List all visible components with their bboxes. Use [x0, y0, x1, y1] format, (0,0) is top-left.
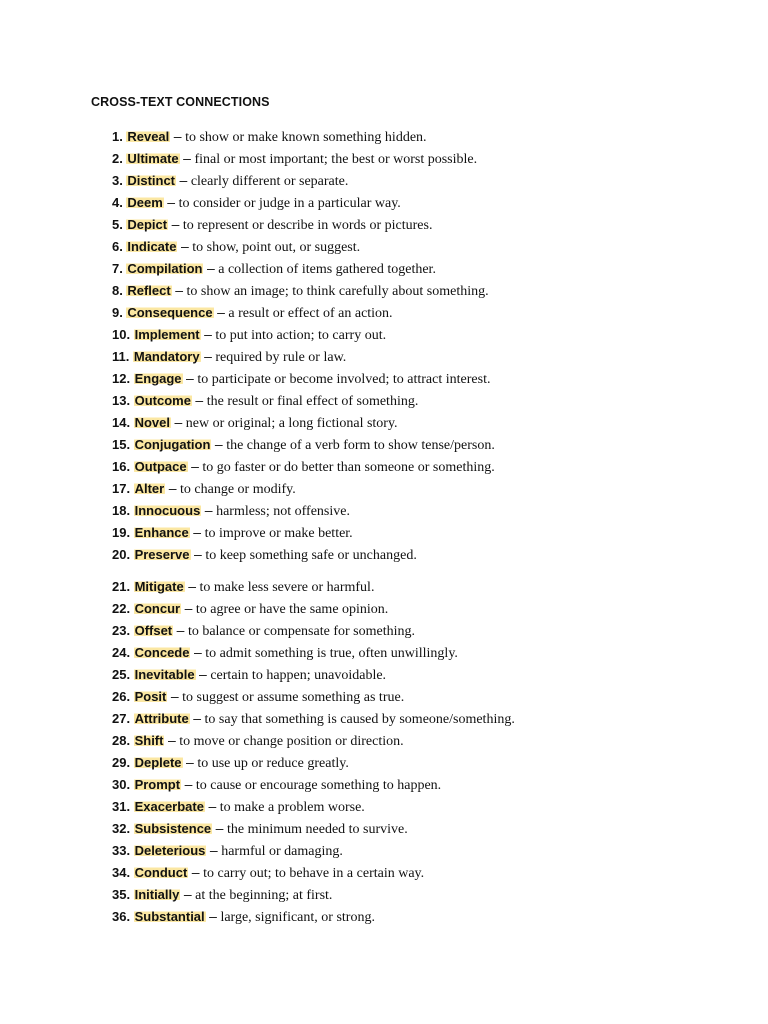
- list-item: [112, 125, 515, 147]
- item-number: 17.: [112, 481, 131, 496]
- vocab-term: Exacerbate: [134, 799, 204, 814]
- list-item: [112, 883, 515, 905]
- item-number: 20.: [112, 547, 131, 562]
- list-item: [112, 389, 515, 411]
- dash-separator: –: [184, 776, 193, 792]
- dash-separator: –: [186, 370, 194, 386]
- vocab-term: Shift: [134, 733, 164, 748]
- definition: the change of a verb form to show tense/person.: [226, 438, 495, 453]
- definition: the minimum needed to survive.: [226, 822, 408, 837]
- list-item: [112, 521, 515, 543]
- vocab-term: Depict: [127, 217, 168, 232]
- list-item: [112, 619, 515, 641]
- list-item: [112, 707, 515, 729]
- definition: to go faster or do better than someone or something.: [202, 460, 495, 475]
- dash-separator: –: [204, 348, 212, 364]
- definition: to make a problem worse.: [219, 800, 365, 815]
- vocab-term: Reflect: [127, 283, 171, 298]
- list-item: [112, 663, 515, 685]
- vocab-term: Outcome: [134, 393, 191, 408]
- item-number: 9.: [112, 305, 123, 320]
- list-item: [112, 795, 515, 817]
- vocab-term: Ultimate: [127, 151, 179, 166]
- dash-separator: –: [195, 392, 204, 408]
- item-number: 21.: [112, 579, 131, 594]
- definition: at the beginning; at first.: [195, 888, 333, 903]
- item-number: 19.: [112, 525, 131, 540]
- dash-separator: –: [179, 172, 188, 188]
- dash-separator: –: [173, 128, 182, 144]
- dash-separator: –: [209, 842, 218, 858]
- definition: to keep something safe or unchanged.: [205, 548, 417, 563]
- list-item: [112, 839, 515, 861]
- vocab-term: Outpace: [134, 459, 187, 474]
- item-number: 8.: [112, 283, 123, 298]
- definition: large, significant, or strong.: [220, 910, 375, 925]
- item-number: 22.: [112, 601, 131, 616]
- vocab-term: Distinct: [127, 173, 176, 188]
- definition: to cause or encourage something to happen.: [195, 778, 442, 793]
- dash-separator: –: [175, 282, 183, 298]
- definition: harmful or damaging.: [221, 844, 343, 859]
- vocab-term: Engage: [134, 371, 182, 386]
- definition: a collection of items gathered together.: [218, 262, 436, 277]
- vocabulary-list: [112, 125, 515, 927]
- definition: the result or final effect of something.: [206, 394, 419, 409]
- item-number: 6.: [112, 239, 123, 254]
- dash-separator: –: [217, 304, 225, 320]
- item-number: 32.: [112, 821, 131, 836]
- definition: to consider or judge in a particular way.: [178, 196, 401, 211]
- item-number: 34.: [112, 865, 131, 880]
- list-item: [112, 191, 515, 213]
- dash-separator: –: [183, 150, 191, 166]
- dash-separator: –: [209, 908, 217, 924]
- item-number: 36.: [112, 909, 131, 924]
- definition: to improve or make better.: [204, 526, 353, 541]
- dash-separator: –: [167, 194, 176, 210]
- dash-separator: –: [193, 524, 202, 540]
- dash-separator: –: [176, 622, 185, 638]
- item-number: 16.: [112, 459, 131, 474]
- vocab-term: Deplete: [134, 755, 182, 770]
- item-number: 5.: [112, 217, 123, 232]
- vocab-term: Mitigate: [134, 579, 184, 594]
- vocab-term: Deem: [127, 195, 163, 210]
- vocab-term: Consequence: [127, 305, 213, 320]
- definition: to agree or have the same opinion.: [195, 602, 389, 617]
- definition: to show or make known something hidden.: [185, 130, 427, 145]
- definition: to change or modify.: [180, 482, 296, 497]
- item-number: 31.: [112, 799, 131, 814]
- list-item: [112, 685, 515, 707]
- list-item: [112, 905, 515, 927]
- item-number: 30.: [112, 777, 131, 792]
- vocab-term: Implement: [134, 327, 200, 342]
- list-item: [112, 213, 515, 235]
- vocab-term: Conduct: [134, 865, 188, 880]
- definition: to admit something is true, often unwillingly.: [205, 646, 458, 661]
- definition: to say that something is caused by someone/something.: [204, 712, 515, 727]
- item-number: 24.: [112, 645, 131, 660]
- list-item: [112, 477, 515, 499]
- list-item: [112, 345, 515, 367]
- item-number: 14.: [112, 415, 131, 430]
- list-item: [112, 257, 515, 279]
- definition: certain to happen; unavoidable.: [210, 668, 387, 683]
- vocab-term: Subsistence: [134, 821, 212, 836]
- vocab-term: Concur: [134, 601, 181, 616]
- item-number: 4.: [112, 195, 123, 210]
- list-item: [112, 575, 515, 597]
- list-item: [112, 235, 515, 257]
- item-number: 12.: [112, 371, 131, 386]
- definition: a result or effect of an action.: [228, 306, 393, 321]
- item-number: 13.: [112, 393, 131, 408]
- list-item: [112, 597, 515, 619]
- list-item: [112, 641, 515, 663]
- vocab-term: Mandatory: [133, 349, 200, 364]
- dash-separator: –: [204, 502, 213, 518]
- vocab-term: Compilation: [127, 261, 203, 276]
- list-item: [112, 543, 515, 565]
- definition: to suggest or assume something as true.: [182, 690, 405, 705]
- vocab-term: Initially: [134, 887, 180, 902]
- list-item: [112, 751, 515, 773]
- item-number: 33.: [112, 843, 131, 858]
- dash-separator: –: [214, 436, 223, 452]
- list-item: [112, 729, 515, 751]
- item-number: 15.: [112, 437, 131, 452]
- item-number: 28.: [112, 733, 131, 748]
- dash-separator: –: [167, 732, 176, 748]
- vocab-term: Deleterious: [134, 843, 206, 858]
- vocab-term: Prompt: [134, 777, 181, 792]
- item-number: 26.: [112, 689, 131, 704]
- vocab-term: Indicate: [127, 239, 177, 254]
- dash-separator: –: [174, 414, 183, 430]
- definition: to participate or become involved; to attract interest.: [197, 372, 491, 387]
- dash-separator: –: [168, 480, 177, 496]
- dash-separator: –: [193, 644, 202, 660]
- list-item: [112, 499, 515, 521]
- dash-separator: –: [170, 688, 179, 704]
- dash-separator: –: [184, 600, 193, 616]
- definition: required by rule or law.: [215, 350, 347, 365]
- item-number: 25.: [112, 667, 131, 682]
- definition: to carry out; to behave in a certain way.: [203, 866, 425, 881]
- vocab-term: Innocuous: [134, 503, 201, 518]
- definition: to put into action; to carry out.: [215, 328, 387, 343]
- vocab-term: Attribute: [134, 711, 189, 726]
- dash-separator: –: [191, 458, 199, 474]
- definition: to balance or compensate for something.: [187, 624, 415, 639]
- vocab-term: Offset: [134, 623, 173, 638]
- vocab-term: Alter: [134, 481, 165, 496]
- item-number: 2.: [112, 151, 123, 166]
- definition: to show an image; to think carefully about something.: [186, 284, 489, 299]
- dash-separator: –: [171, 216, 180, 232]
- list-item: [112, 301, 515, 323]
- item-number: 1.: [112, 129, 123, 144]
- definition: to show, point out, or suggest.: [192, 240, 361, 255]
- list-item: [112, 169, 515, 191]
- item-number: 23.: [112, 623, 131, 638]
- vocab-term: Concede: [134, 645, 190, 660]
- list-item: [112, 455, 515, 477]
- item-number: 10.: [112, 327, 131, 342]
- list-item: [112, 817, 515, 839]
- vocab-term: Reveal: [127, 129, 170, 144]
- vocab-term: Posit: [134, 689, 167, 704]
- vocab-term: Inevitable: [134, 667, 195, 682]
- list-item: [112, 433, 515, 455]
- list-item: [112, 367, 515, 389]
- list-item: [112, 147, 515, 169]
- dash-separator: –: [180, 238, 189, 254]
- definition: clearly different or separate.: [190, 174, 349, 189]
- definition: to move or change position or direction.: [179, 734, 404, 749]
- list-item: [112, 861, 515, 883]
- vocab-term: Substantial: [134, 909, 205, 924]
- dash-separator: –: [191, 864, 200, 880]
- dash-separator: –: [183, 886, 192, 902]
- item-number: 18.: [112, 503, 131, 518]
- dash-separator: –: [186, 754, 194, 770]
- item-number: 7.: [112, 261, 123, 276]
- vocab-term: Enhance: [134, 525, 189, 540]
- dash-separator: –: [194, 546, 202, 562]
- dash-separator: –: [188, 578, 196, 594]
- definition: harmless; not offensive.: [216, 504, 350, 519]
- item-number: 35.: [112, 887, 131, 902]
- dash-separator: –: [199, 666, 207, 682]
- dash-separator: –: [193, 710, 202, 726]
- definition: to make less severe or harmful.: [199, 580, 375, 595]
- list-item: [112, 773, 515, 795]
- dash-separator: –: [204, 326, 212, 342]
- item-number: 27.: [112, 711, 131, 726]
- vocab-term: Conjugation: [134, 437, 211, 452]
- dash-separator: –: [206, 260, 215, 276]
- list-item: [112, 323, 515, 345]
- dash-separator: –: [208, 798, 217, 814]
- item-number: 11.: [112, 349, 130, 364]
- definition: to represent or describe in words or pictures.: [182, 218, 433, 233]
- definition: final or most important; the best or worst possible.: [194, 152, 478, 167]
- page-title: CROSS-TEXT CONNECTIONS: [91, 95, 270, 109]
- item-number: 3.: [112, 173, 123, 188]
- dash-separator: –: [215, 820, 224, 836]
- definition: to use up or reduce greatly.: [197, 756, 349, 771]
- definition: new or original; a long fictional story.: [185, 416, 398, 431]
- list-item: [112, 279, 515, 301]
- vocab-term: Preserve: [134, 547, 190, 562]
- list-item: [112, 411, 515, 433]
- item-number: 29.: [112, 755, 131, 770]
- vocab-term: Novel: [134, 415, 170, 430]
